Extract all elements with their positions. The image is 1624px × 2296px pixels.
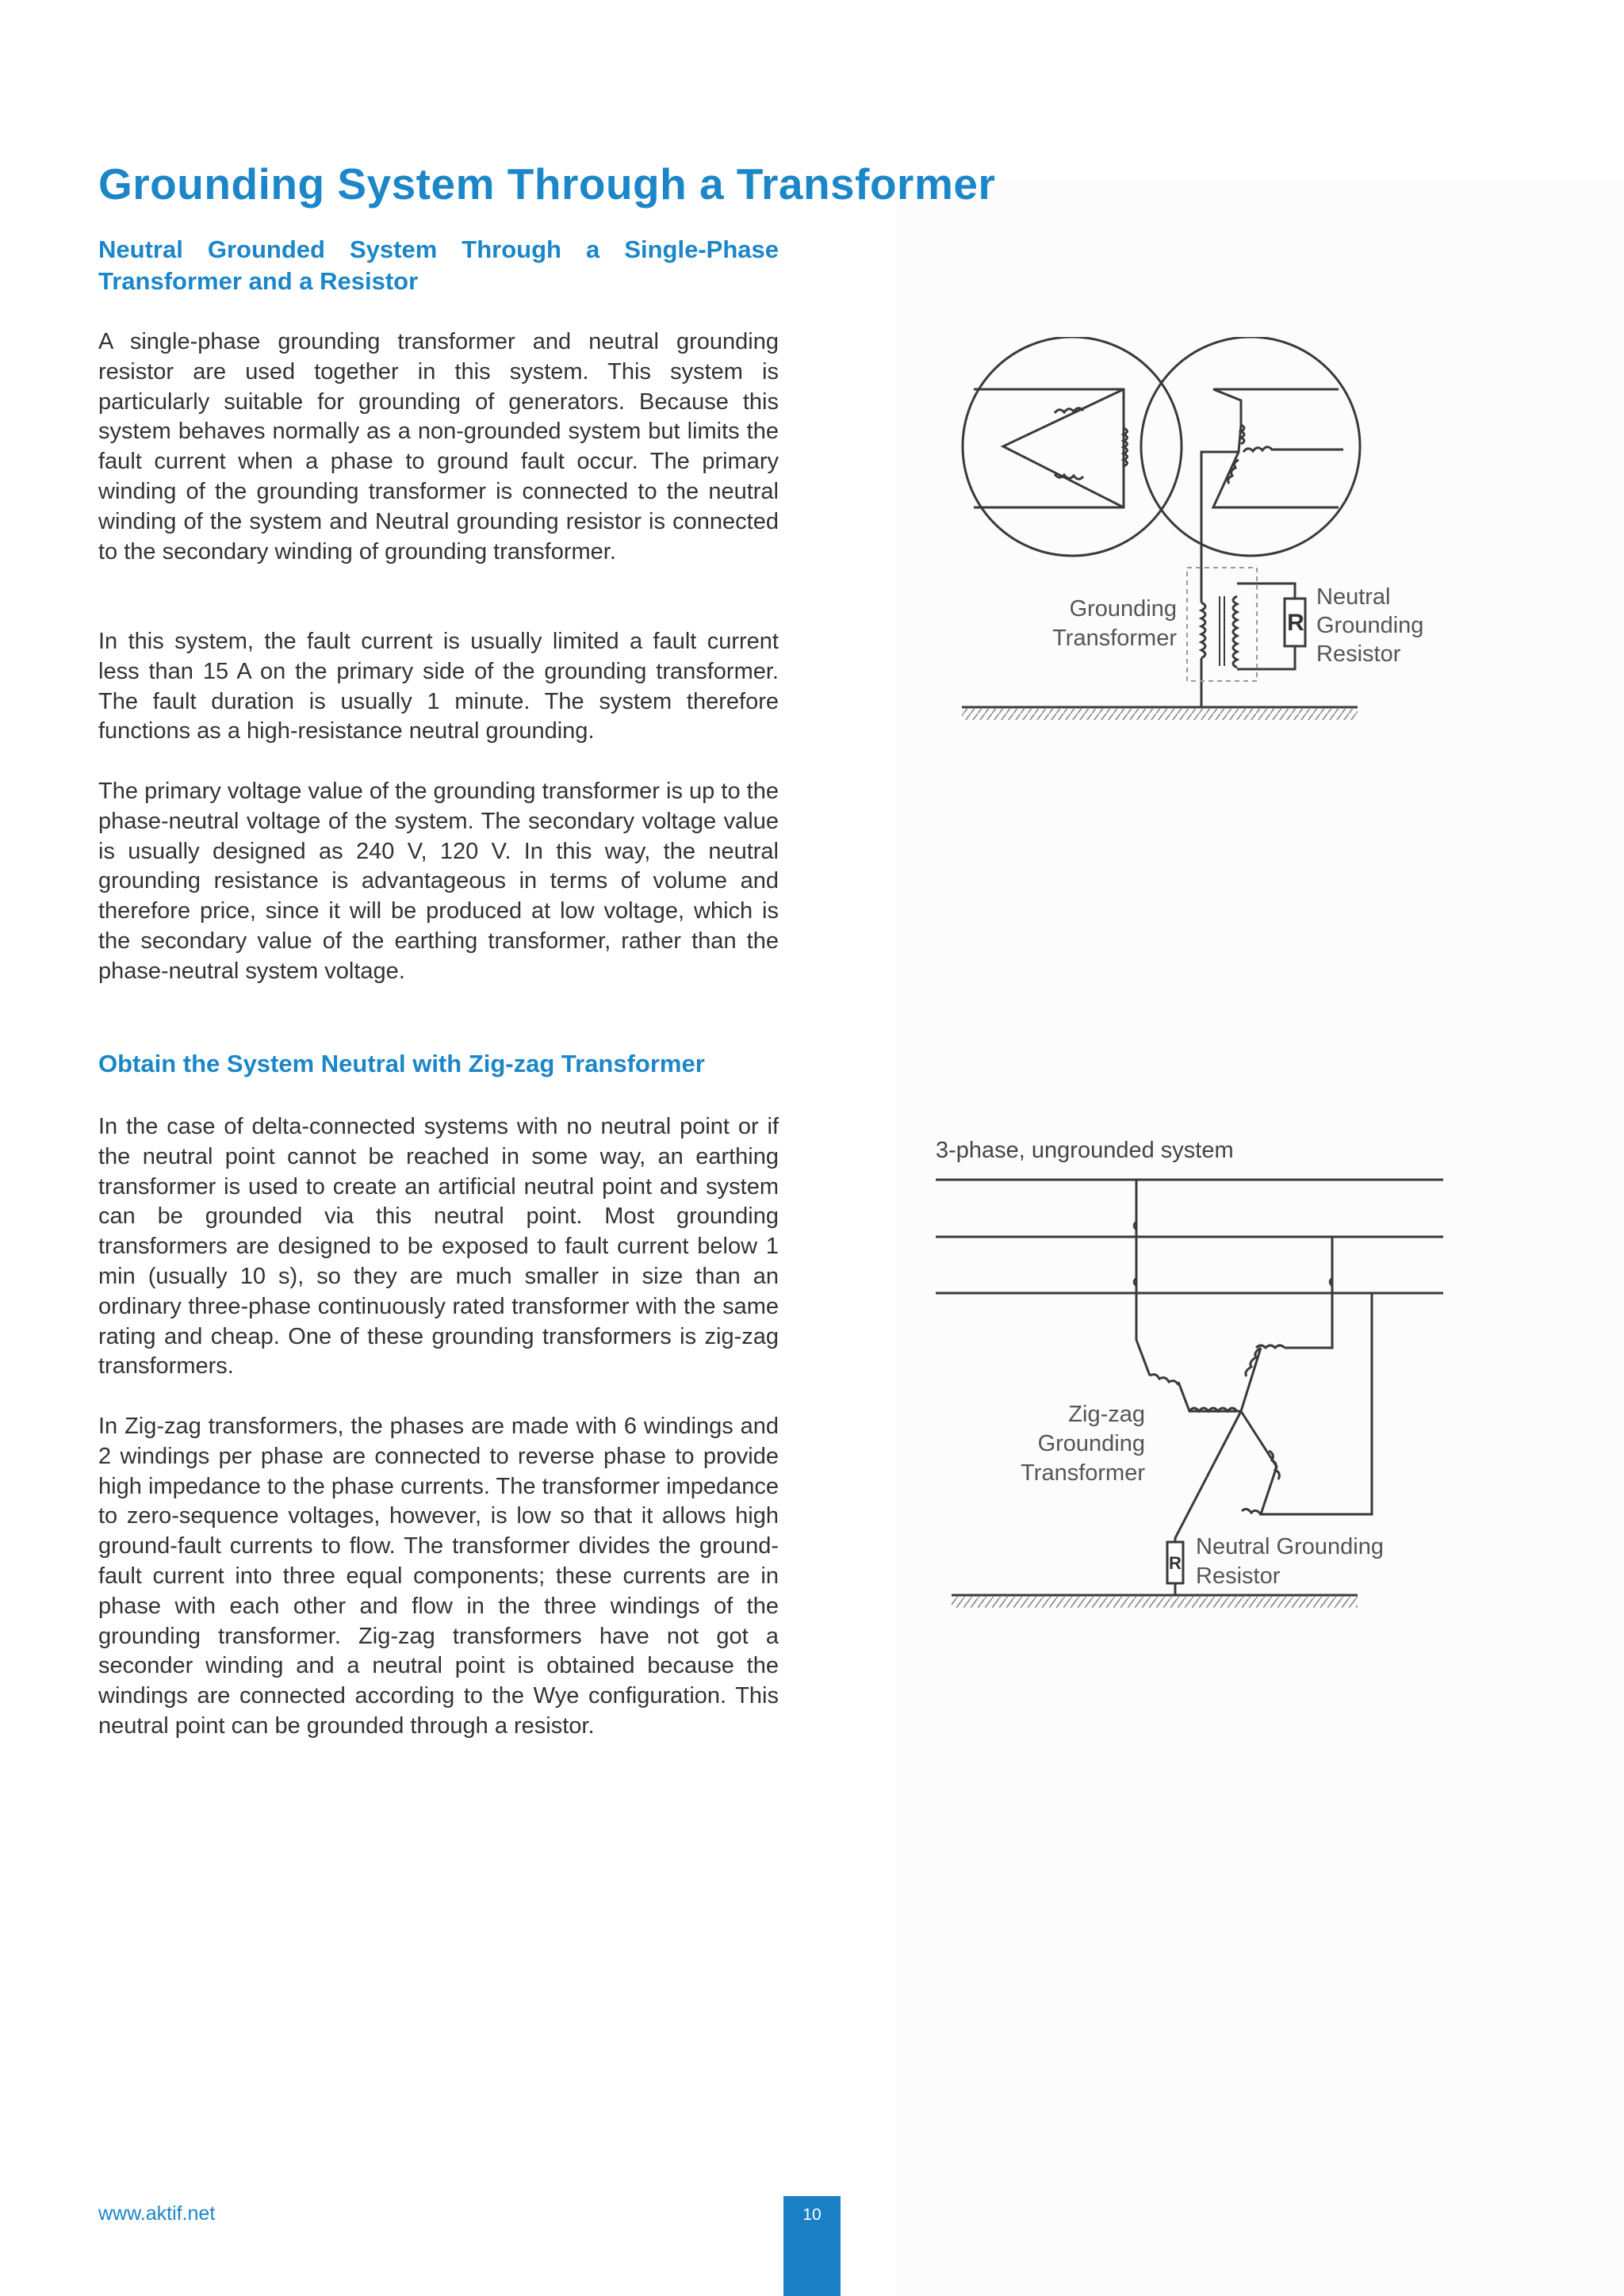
section-1-paragraph-2: In this system, the fault current is usually limited a fault current less than 15 A on the primary side of the grounding transformer. The fault duration is usually 1 minute. The system therefore functions as a high-resistance neutral grounding.	[98, 629, 779, 744]
page-number: 10	[802, 2206, 822, 2224]
section-1-heading: Neutral Grounded System Through a Single-Phase Transformer and a Resistor	[98, 235, 779, 295]
zigzag-label-line-1: Zig-zag	[1068, 1402, 1145, 1427]
zigzag-label-line-3: Transformer	[1021, 1460, 1145, 1486]
generator-circle-left	[963, 337, 1182, 556]
neutral-resistor-label-line-1: Neutral	[1316, 584, 1391, 610]
section-1-paragraph-3: The primary voltage value of the grounding transformer is up to the phase-neutral voltage of the system. The secondary voltage value is usually designed as 240 V, 120 V. In this way, the neutral grounding resistance is advantageous in terms of volume and therefore price, since it will be produced at low voltage, which is the secondary value of the earthing transformer, rather than the phase-neutral system voltage.	[98, 779, 779, 984]
grounding-transformer-label-line-2: Transformer	[1052, 626, 1177, 651]
neutral-resistor-label-line-3: Resistor	[1316, 641, 1401, 667]
footer-website-link[interactable]: www.aktif.net	[98, 2202, 216, 2225]
zigzag-resistor-label-line-2: Resistor	[1196, 1563, 1281, 1589]
page-number-tab	[783, 2196, 841, 2296]
zigzag-transformer-diagram	[928, 1126, 1459, 1633]
single-phase-grounding-diagram	[952, 337, 1459, 737]
section-2-paragraph-2: In Zig-zag transformers, the phases are made with 6 windings and 2 windings per phase are connected to reverse phase to provide high impedance to the phase currents. The transformer impedance to zero-sequence voltages, however, is low so that it allows high ground-fault currents to flow. The transformer divides the ground-fault current into three equal components; these currents are in phase with each other and flow in the three windings of the grounding transformer. Zig-zag transformers have not got a seconder winding and a neutral point is obtained because the windings are connected according to the Wye configuration. This neutral point can be grounded through a resistor.	[98, 1414, 779, 1739]
grounding-transformer-label-line-1: Grounding	[1069, 596, 1177, 622]
system-label: 3-phase, ungrounded system	[936, 1138, 1234, 1163]
zigzag-resistor-label-line-1: Neutral Grounding	[1196, 1534, 1384, 1559]
page-title: Grounding System Through a Transformer	[98, 159, 996, 209]
neutral-resistor-label-line-2: Grounding	[1316, 613, 1424, 638]
section-2-paragraph-1: In the case of delta-connected systems with no neutral point or if the neutral point cannot be reached in some way, an earthing transformer is used to create an artificial neutral point and system can be grounded via this neutral point. Most grounding transformers are designed to be exposed to fault current below 1 min (usually 10 s), so they are much smaller in size than an ordinary three-phase continuously rated transformer with the same rating and cheap. One of these grounding transformers is zig-zag transformers.	[98, 1114, 779, 1380]
zigzag-winding-top	[1241, 1348, 1261, 1411]
resistor-1-letter: R	[1287, 610, 1304, 636]
section-1-paragraph-1: A single-phase grounding transformer and neutral grounding resistor are used together in this system. This system is particularly suitable for grounding of generators. Because this system behaves normally as a non-grounded system but limits the fault current when a phase to ground fault occur. The primary winding of the grounding transformer is connected to the neutral winding of the system and Neutral grounding resistor is connected to the secondary winding of grounding transformer.	[98, 329, 779, 564]
zigzag-label-line-2: Grounding	[1037, 1431, 1145, 1456]
delta-winding	[1003, 389, 1124, 507]
section-2-heading: Obtain the System Neutral with Zig-zag Transformer	[98, 1050, 705, 1077]
resistor-2-letter: R	[1169, 1553, 1182, 1573]
generator-circle-right	[1141, 337, 1360, 556]
